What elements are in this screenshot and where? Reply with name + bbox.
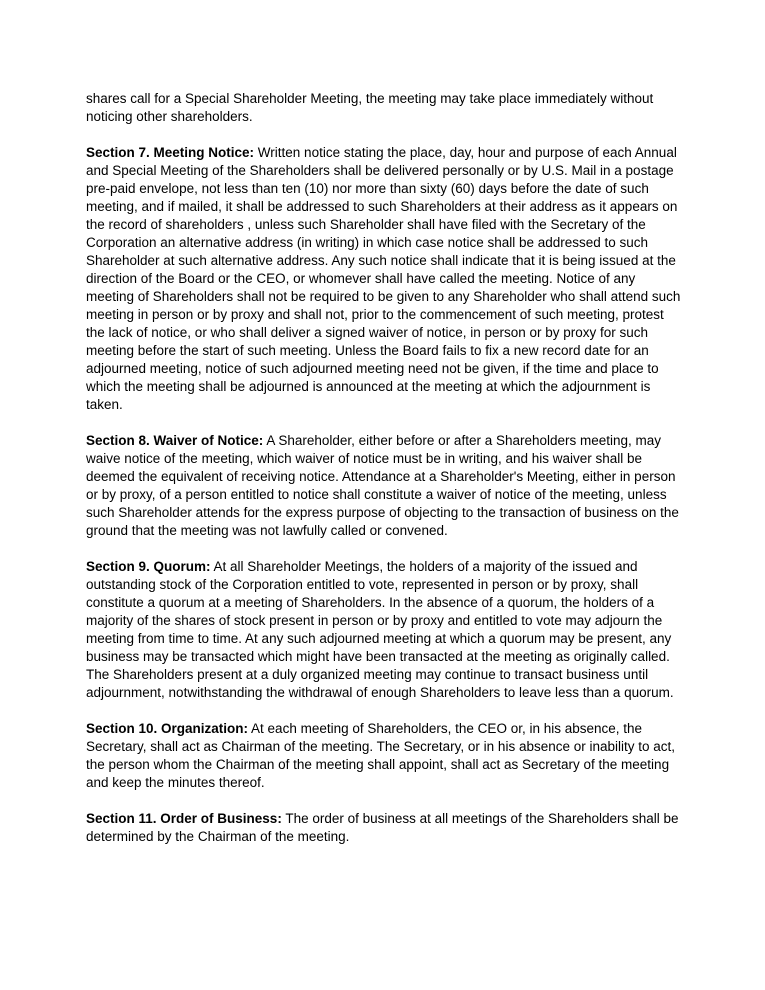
paragraph-section-7-meeting-notice — [86, 144, 686, 414]
section-body: At all Shareholder Meetings, the holders of a majority of the issued and outstanding stock of the Corporation entitled to vote, represented in person or by proxy, shall constitute a quorum at a meeting of Shareholders. In the absence of a quorum, the holders of a majority of the shares of stock present in person or by proxy and entitled to vote may adjourn the meeting from time to time. At any such adjourned meeting at which a quorum may be present, any business may be transacted which might have been transacted at the meeting as originally called. The Shareholders present at a duly organized meeting may continue to transact business until adjournment, notwithstanding the withdrawal of enough Shareholders to leave less than a quorum. — [86, 559, 674, 700]
paragraph-section-11-order-of-business — [86, 810, 686, 846]
section-heading: Section 10. Organization: — [86, 721, 249, 736]
section-body: A Shareholder, either before or after a Shareholders meeting, may waive notice of the meeting, which waiver of notice must be in writing, and his waiver shall be deemed the equivalent of receiving notice. Attendance at a Shareholder's Meeting, either in person or by proxy, of a person entitled to notice shall constitute a waiver of notice of the meeting, unless such Shareholder attends for the express purpose of objecting to the transaction of business on the ground that the meeting was not lawfully called or convened. — [86, 433, 679, 538]
paragraph-section-8-waiver-of-notice — [86, 432, 686, 540]
section-heading: Section 9. Quorum: — [86, 559, 211, 574]
section-heading: Section 8. Waiver of Notice: — [86, 433, 264, 448]
section-body: shares call for a Special Shareholder Meeting, the meeting may take place immediately without noticing other shareholders. — [86, 91, 654, 124]
paragraph-section-10-organization — [86, 720, 686, 792]
paragraph-intro-continuation — [86, 90, 686, 126]
section-body: At each meeting of Shareholders, the CEO or, in his absence, the Secretary, shall act as Chairman of the meeting. The Secretary, or in his absence or inability to act, the person whom the Chairman of the meeting shall appoint, shall act as Secretary of the meeting and keep the minutes thereof. — [86, 721, 676, 790]
section-body: Written notice stating the place, day, hour and purpose of each Annual and Special Meeting of the Shareholders shall be delivered personally or by U.S. Mail in a postage pre-paid envelope, not less than ten (10) nor more than sixty (60) days before the date of such meeting, and if mailed, it shall be addressed to such Shareholders at their address as it appears on the record of shareholders , unless such Shareholder shall have filed with the Secretary of the Corporation an alternative address (in writing) in which case notice shall be addressed to such Shareholder at such alternative address. Any such notice shall indicate that it is being issued at the direction of the Board or the CEO, or whomever shall have called the meeting. Notice of any meeting of Shareholders shall not be required to be given to any Shareholder who shall attend such meeting in person or by proxy and shall not, prior to the commencement of such meeting, protest the lack of notice, or who shall deliver a signed waiver of notice, in person or by proxy for such meeting before the start of such meeting. Unless the Board fails to fix a new record date for an adjourned meeting, notice of such adjourned meeting need not be given, if the time and place to which the meeting shall be adjourned is announced at the meeting at which the adjournment is taken. — [86, 145, 681, 412]
section-body: The order of business at all meetings of the Shareholders shall be determined by the Chairman of the meeting. — [86, 811, 679, 844]
paragraph-section-9-quorum — [86, 558, 686, 702]
section-heading: Section 11. Order of Business: — [86, 811, 282, 826]
section-heading: Section 7. Meeting Notice: — [86, 145, 255, 160]
document-body — [86, 90, 686, 846]
